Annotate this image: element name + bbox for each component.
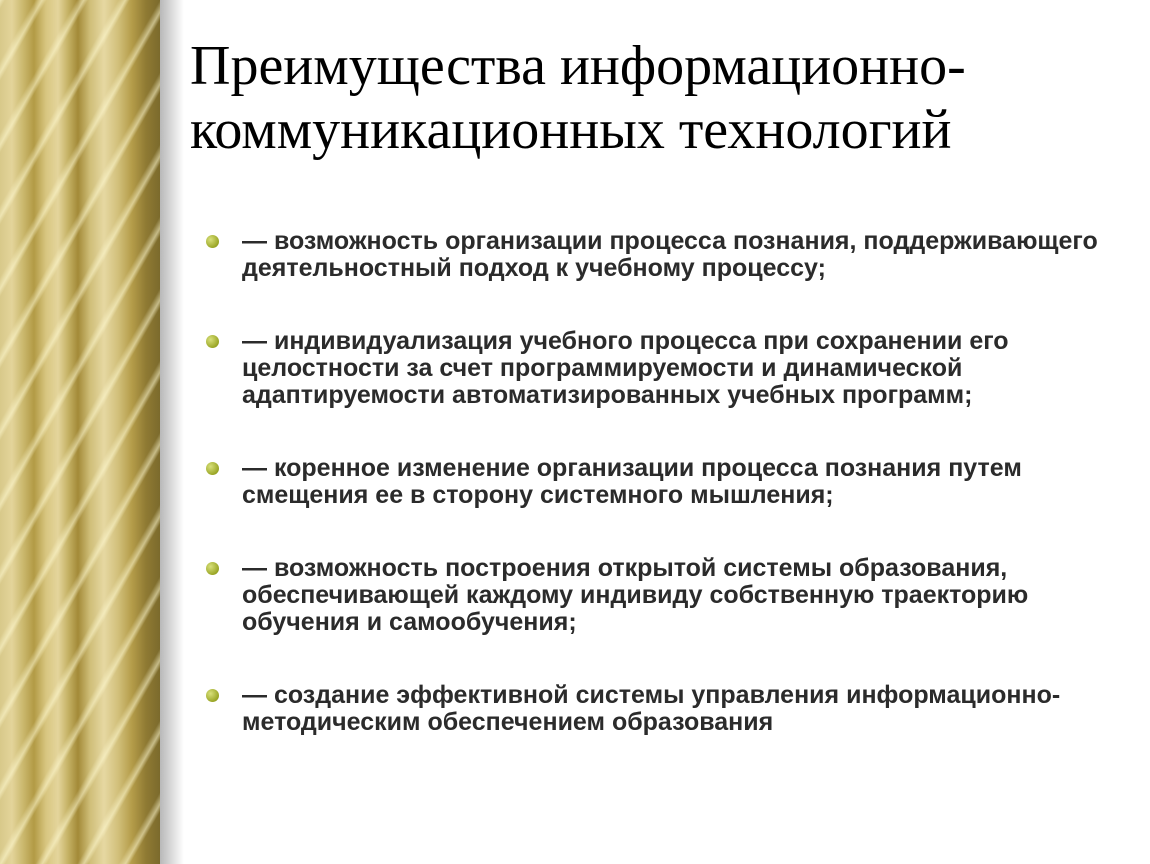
bullet-text: — возможность построения открытой системы образования, обеспечивающей каждому индивиду собственную траекторию обучения и самообучения; <box>242 554 1029 636</box>
bullet-text: — индивидуализация учебного процесса при сохранении его целостности за счет программируемости и динамической адаптируемости автоматизированных учебных программ; <box>242 327 1009 409</box>
bullet-dot-icon <box>206 335 219 348</box>
bullet-list <box>200 228 1120 782</box>
bullet-item <box>200 328 1120 409</box>
bullet-item <box>200 682 1120 736</box>
bullet-dot-icon <box>206 562 219 575</box>
decorative-side-stripe <box>0 0 160 864</box>
bullet-dot-icon <box>206 235 219 248</box>
bullet-item <box>200 555 1120 636</box>
bullet-text: — возможность организации процесса познания, поддерживающего деятельностный подход к учебному процессу; <box>242 227 1098 282</box>
bullet-dot-icon <box>206 689 219 702</box>
bullet-text: — создание эффективной системы управления информационно-методическим обеспечением образования <box>242 681 1061 736</box>
slide-title: Преимущества информационно-коммуникационных технологий <box>190 35 966 161</box>
bullet-item <box>200 228 1120 282</box>
bullet-item <box>200 455 1120 509</box>
bullet-dot-icon <box>206 462 219 475</box>
bullet-text: — коренное изменение организации процесса познания путем смещения ее в сторону системного мышления; <box>242 454 1022 509</box>
